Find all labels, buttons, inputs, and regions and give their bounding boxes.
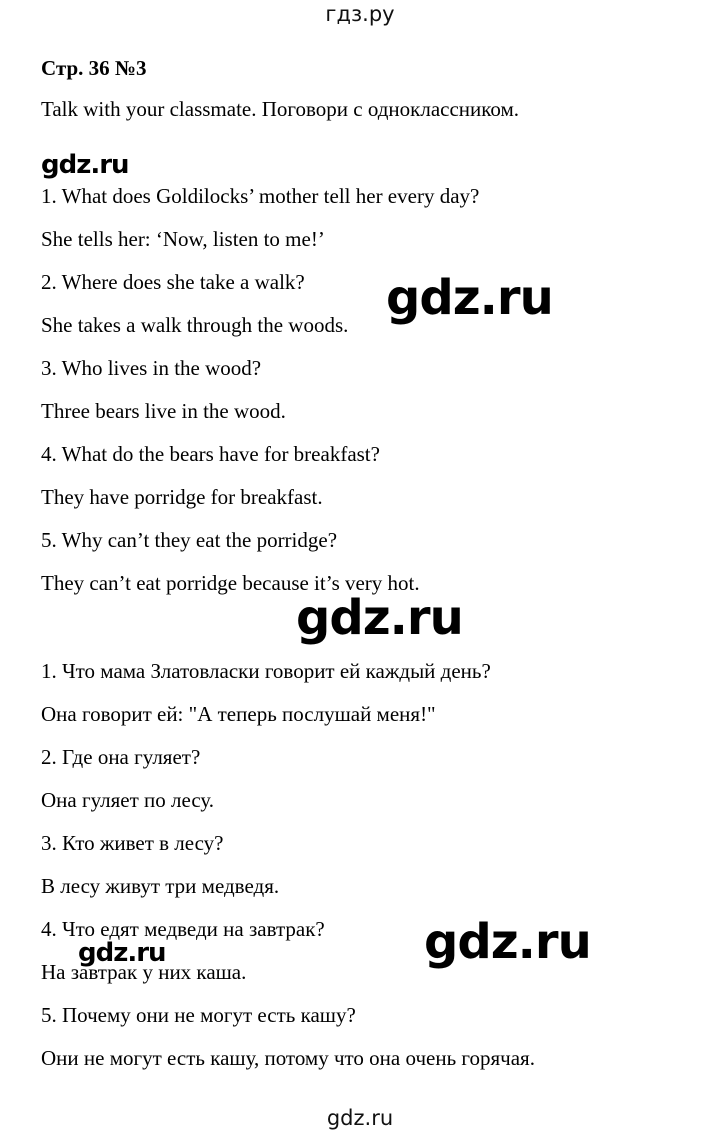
english-answer-5: They can’t eat porridge because it’s very hot. <box>41 571 420 595</box>
english-question-2: 2. Where does she take a walk? <box>41 270 305 294</box>
watermark-small: gdz.ru <box>78 938 166 968</box>
russian-question-5: 5. Почему они не могут есть кашу? <box>41 1003 356 1027</box>
site-footer: gdz.ru <box>326 1106 394 1130</box>
english-answer-3: Three bears live in the wood. <box>41 399 286 423</box>
english-answer-1: She tells her: ‘Now, listen to me!’ <box>41 227 325 251</box>
english-answer-2: She takes a walk through the woods. <box>41 313 349 337</box>
russian-answer-4: На завтрак у них каша. <box>41 960 247 984</box>
instruction-text: Talk with your classmate. Поговори с одноклассником. <box>41 97 520 121</box>
russian-question-3: 3. Кто живет в лесу? <box>41 831 224 855</box>
russian-question-1: 1. Что мама Златовласки говорит ей каждый день? <box>41 659 491 683</box>
russian-answer-2: Она гуляет по лесу. <box>41 788 215 812</box>
page-title: Стр. 36 №3 <box>41 56 147 80</box>
english-question-5: 5. Why can’t they eat the porridge? <box>41 528 338 552</box>
watermark-large: gdz.ru <box>386 270 553 326</box>
russian-question-2: 2. Где она гуляет? <box>41 745 201 769</box>
russian-answer-1: Она говорит ей: "А теперь послушай меня!" <box>41 702 436 726</box>
english-question-4: 4. What do the bears have for breakfast? <box>41 442 380 466</box>
russian-answer-3: В лесу живут три медведя. <box>41 874 280 898</box>
english-answer-4: They have porridge for breakfast. <box>41 485 323 509</box>
russian-answer-5: Они не могут есть кашу, потому что она очень горячая. <box>41 1046 535 1070</box>
site-header: гдз.ру <box>325 2 395 26</box>
english-question-3: 3. Who lives in the wood? <box>41 356 262 380</box>
watermark-small: gdz.ru <box>41 150 129 180</box>
russian-question-4: 4. Что едят медведи на завтрак? <box>41 917 325 941</box>
watermark-large: gdz.ru <box>296 590 463 646</box>
english-question-1: 1. What does Goldilocks’ mother tell her every day? <box>41 184 480 208</box>
watermark-large: gdz.ru <box>424 914 591 970</box>
